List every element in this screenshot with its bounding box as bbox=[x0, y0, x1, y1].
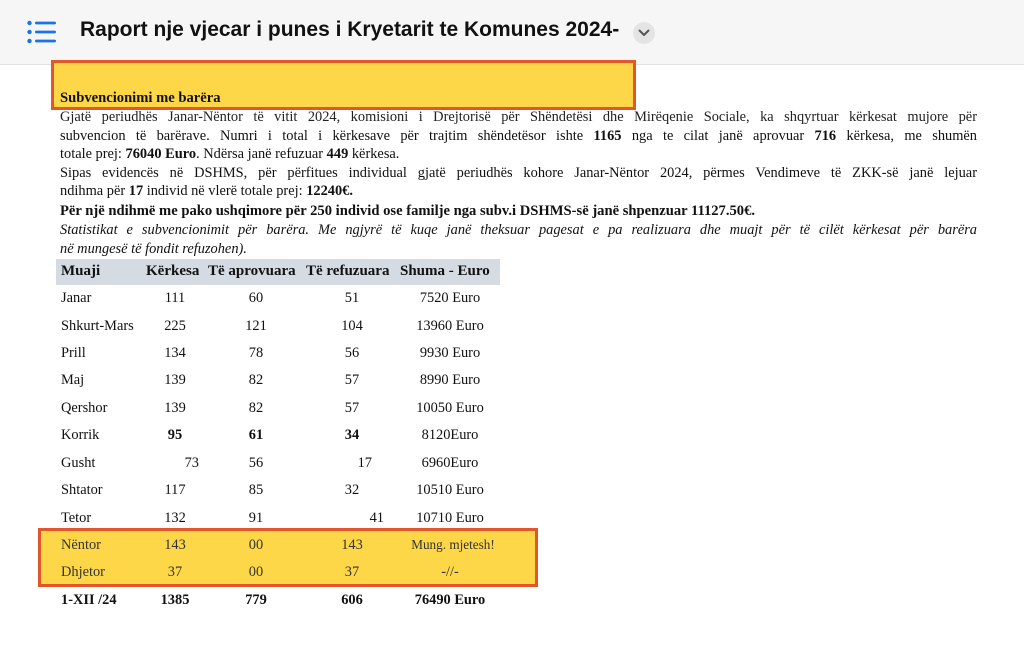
paragraph-1-line-3: totale prej: 76040 Euro. Ndërsa janë refuzuar 449 kërkesa. bbox=[60, 146, 400, 163]
table-cell-refuzuara: 51 bbox=[344, 290, 360, 306]
table-cell-shuma: 6960Euro bbox=[421, 455, 479, 471]
table-cell-shuma: 8120Euro bbox=[421, 427, 479, 443]
paragraph-2-line-2: ndihma për 17 individ në vlerë totale prej: 12240€. bbox=[60, 183, 353, 200]
header-refuzuara: Të refuzuara bbox=[306, 263, 390, 279]
table-cell-aprovuara: 121 bbox=[245, 318, 267, 334]
table-cell-month: Shkurt-Mars bbox=[61, 318, 134, 334]
table-cell-month: Nëntor bbox=[61, 537, 101, 553]
table-cell-aprovuara: 61 bbox=[248, 427, 264, 443]
table-cell-kerkesa: 143 bbox=[164, 537, 186, 553]
table-cell-month: Qershor bbox=[61, 400, 108, 416]
document-header bbox=[0, 0, 1024, 65]
document-title: Raport nje vjecar i punes i Kryetarit te Komunes 2024- bbox=[80, 18, 620, 41]
table-cell-month: Korrik bbox=[61, 427, 100, 443]
total-row-shuma: 76490 Euro bbox=[414, 592, 486, 608]
table-cell-aprovuara: 56 bbox=[248, 455, 264, 471]
table-cell-month: Prill bbox=[61, 345, 86, 361]
header-muaji: Muaji bbox=[61, 263, 101, 279]
table-cell-kerkesa: 95 bbox=[167, 427, 183, 443]
table-cell-month: Gusht bbox=[61, 455, 96, 471]
table-cell-refuzuara: 56 bbox=[344, 345, 360, 361]
table-cell-aprovuara: 85 bbox=[248, 482, 264, 498]
header-kerkesa: Kërkesa bbox=[146, 263, 200, 279]
table-cell-aprovuara: 00 bbox=[248, 564, 264, 580]
table-cell-refuzuara: 37 bbox=[344, 564, 360, 580]
table-cell-shuma: 9930 Euro bbox=[419, 345, 481, 361]
list-icon[interactable] bbox=[27, 20, 57, 44]
table-cell-refuzuara: 104 bbox=[341, 318, 363, 334]
table-cell-refuzuara: 41 bbox=[369, 510, 384, 526]
table-cell-kerkesa: 117 bbox=[164, 482, 186, 498]
total-row-refuzuara: 606 bbox=[341, 592, 363, 608]
header-shuma: Shuma - Euro bbox=[400, 263, 490, 279]
table-cell-aprovuara: 60 bbox=[248, 290, 264, 306]
table-cell-shuma: 13960 Euro bbox=[416, 318, 484, 334]
table-cell-kerkesa: 225 bbox=[164, 318, 186, 334]
table-cell-refuzuara: 17 bbox=[357, 455, 372, 471]
table-cell-kerkesa: 132 bbox=[164, 510, 186, 526]
table-cell-month: Tetor bbox=[61, 510, 92, 526]
table-cell-refuzuara: 57 bbox=[344, 400, 360, 416]
table-cell-kerkesa: 111 bbox=[164, 290, 186, 306]
paragraph-1-line-1: Gjatë periudhës Janar-Nëntor të vitit 2024, komisioni i Drejtorisë për Shëndetësi dhe Mirëqenie Sociale, ka shqyrtuar kërkesat mujore për bbox=[60, 109, 977, 125]
table-cell-kerkesa: 139 bbox=[164, 400, 186, 416]
table-cell-shuma: 7520 Euro bbox=[419, 290, 481, 306]
table-cell-shuma: 8990 Euro bbox=[419, 372, 481, 388]
header-aprovuara: Të aprovuara bbox=[208, 263, 296, 279]
table-cell-shuma: -//- bbox=[441, 564, 459, 580]
paragraph-1-line-2: subvencion të barërave. Numri i total i kërkesave për trajtim shëndetësor ishte 1165 nga te cilat janë aprovuar 716 kërkesa, me shumën bbox=[60, 127, 977, 144]
table-cell-kerkesa: 37 bbox=[167, 564, 183, 580]
chevron-down-icon bbox=[638, 28, 650, 38]
table-cell-kerkesa: 139 bbox=[164, 372, 186, 388]
table-cell-aprovuara: 82 bbox=[248, 400, 264, 416]
table-cell-aprovuara: 78 bbox=[248, 345, 264, 361]
paragraph-4-line-2: në mungesë të fondit refuzohen). bbox=[60, 240, 247, 257]
table-cell-aprovuara: 91 bbox=[248, 510, 264, 526]
table-cell-aprovuara: 82 bbox=[248, 372, 264, 388]
total-row-kerkesa: 1385 bbox=[160, 592, 190, 608]
table-cell-shuma: 10050 Euro bbox=[416, 400, 484, 416]
section-title: Subvencionimi me barëra bbox=[60, 90, 221, 106]
table-cell-shuma: 10510 Euro bbox=[416, 482, 484, 498]
table-cell-month: Dhjetor bbox=[61, 564, 105, 580]
table-cell-refuzuara: 57 bbox=[344, 372, 360, 388]
table-cell-kerkesa: 73 bbox=[184, 455, 199, 471]
paragraph-4-line-1: Statistikat e subvencionimit për barëra. Me ngjyrë të kuqe janë theksuar pagesat e pa realizuara dhe muajt për të cilët kërkesat për barëra bbox=[60, 222, 977, 238]
table-cell-kerkesa: 134 bbox=[164, 345, 186, 361]
total-row-month: 1-XII /24 bbox=[61, 592, 117, 608]
table-cell-month: Janar bbox=[61, 290, 92, 306]
table-cell-refuzuara: 34 bbox=[344, 427, 360, 443]
table-cell-aprovuara: 00 bbox=[248, 537, 264, 553]
table-cell-month: Maj bbox=[61, 372, 85, 388]
paragraph-3: Për një ndihmë me pako ushqimore për 250 individ ose familje nga subv.i DSHMS-së janë shpenzuar 11127.50€. bbox=[60, 203, 756, 219]
table-cell-refuzuara: 143 bbox=[341, 537, 363, 553]
table-cell-month: Shtator bbox=[61, 482, 103, 498]
title-menu-button[interactable] bbox=[633, 22, 655, 44]
total-row-aprovuara: 779 bbox=[245, 592, 267, 608]
table-cell-shuma: Mung. mjetesh! bbox=[411, 537, 495, 552]
table-cell-refuzuara: 32 bbox=[344, 482, 360, 498]
paragraph-2-line-1: Sipas evidencës në DSHMS, për përfitues individual gjatë periudhës kohore Janar-Nëntor 2024, përmes Vendimeve të ZKK-së janë lejuar bbox=[60, 164, 977, 181]
table-cell-shuma: 10710 Euro bbox=[416, 510, 484, 526]
